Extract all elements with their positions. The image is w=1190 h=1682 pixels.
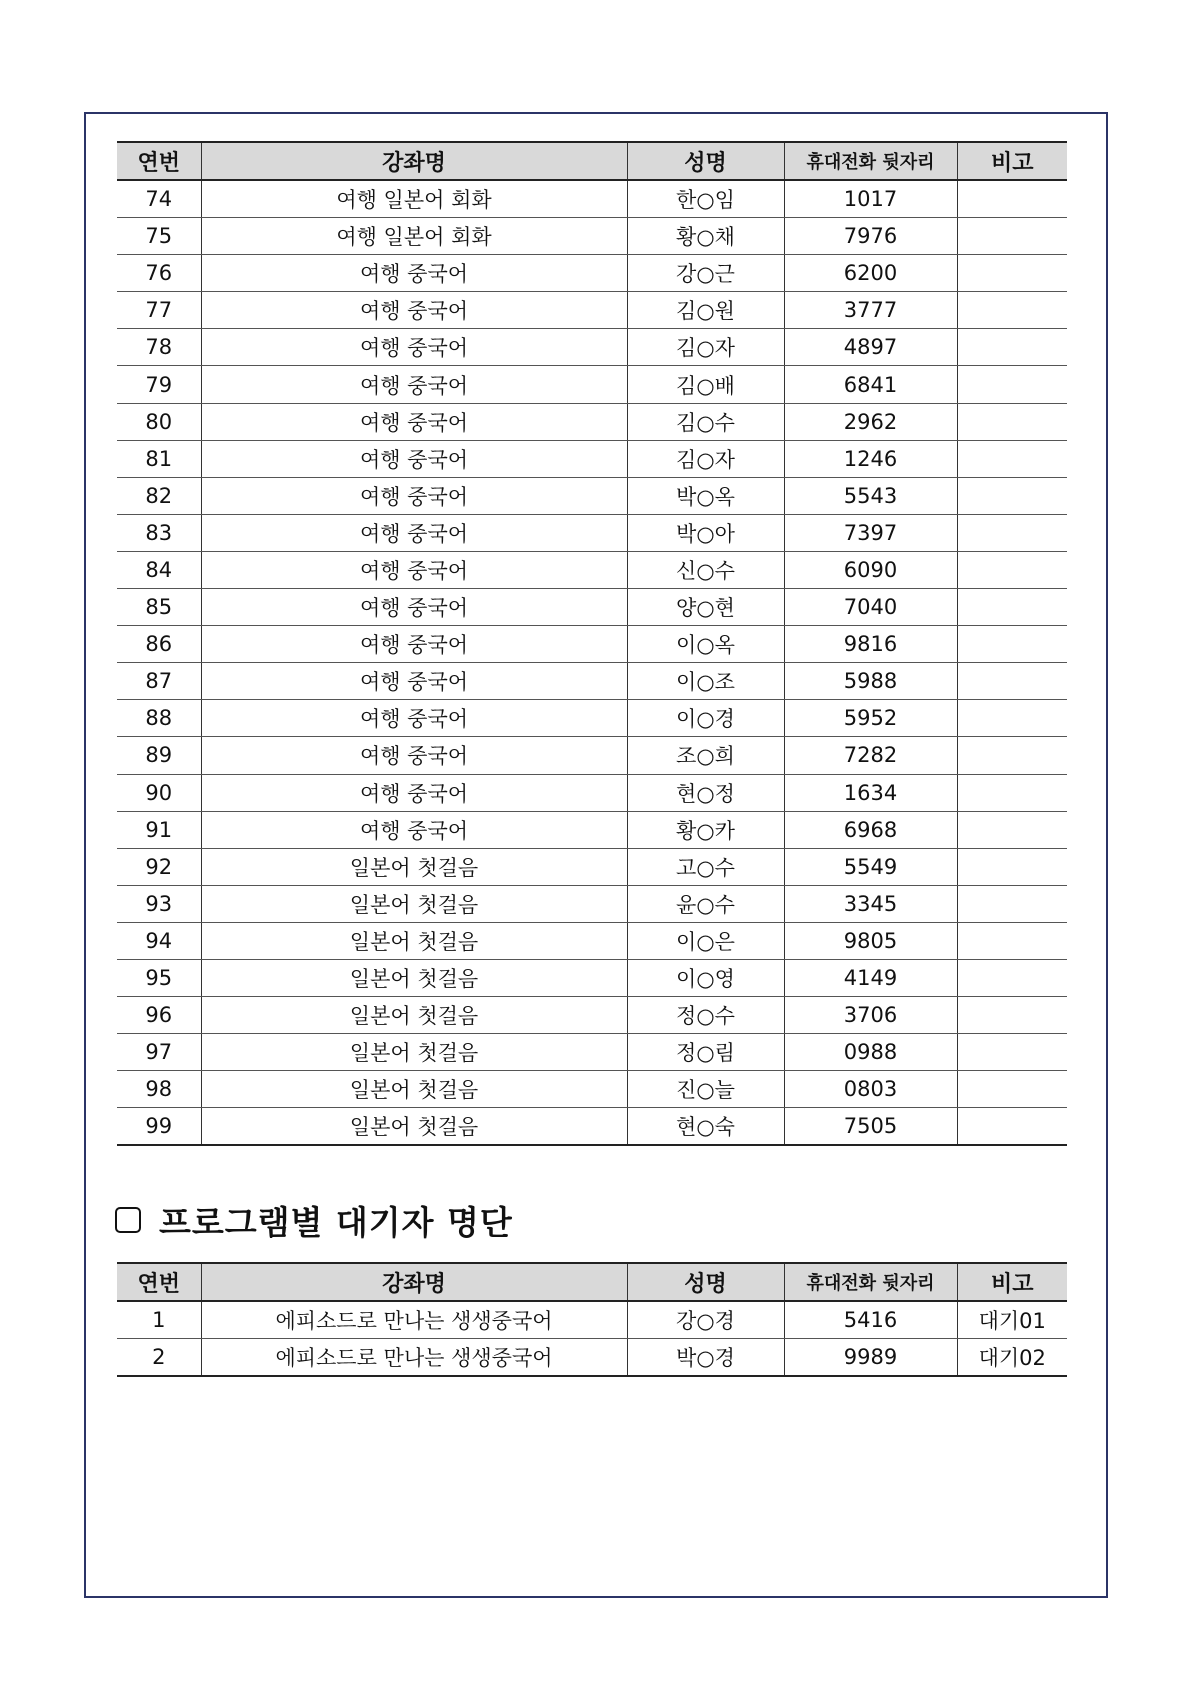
cell-course: 에피소드로 만나는 생생중국어	[201, 1301, 627, 1339]
cell-name: 신○수	[627, 551, 784, 588]
table-row	[117, 403, 1067, 440]
cell-note	[957, 292, 1067, 329]
cell-no: 89	[117, 737, 201, 774]
cell-note	[957, 737, 1067, 774]
cell-course: 일본어 첫걸음	[201, 1108, 627, 1146]
table-row	[117, 218, 1067, 255]
cell-name: 이○은	[627, 922, 784, 959]
cell-name: 양○현	[627, 589, 784, 626]
cell-no: 74	[117, 180, 201, 218]
table-row	[117, 329, 1067, 366]
cell-phone: 0803	[784, 1071, 957, 1108]
cell-no: 79	[117, 366, 201, 403]
cell-note	[957, 663, 1067, 700]
cell-note	[957, 366, 1067, 403]
cell-note	[957, 1071, 1067, 1108]
cell-no: 97	[117, 1034, 201, 1071]
cell-name: 현○정	[627, 774, 784, 811]
cell-name: 한○임	[627, 180, 784, 218]
cell-phone: 7976	[784, 218, 957, 255]
cell-phone: 9816	[784, 626, 957, 663]
cell-no: 87	[117, 663, 201, 700]
cell-phone: 6090	[784, 551, 957, 588]
cell-phone: 3777	[784, 292, 957, 329]
cell-course: 여행 중국어	[201, 551, 627, 588]
cell-note	[957, 218, 1067, 255]
cell-no: 94	[117, 922, 201, 959]
cell-name: 박○경	[627, 1339, 784, 1377]
cell-no: 2	[117, 1339, 201, 1377]
cell-no: 86	[117, 626, 201, 663]
cell-no: 99	[117, 1108, 201, 1146]
cell-name: 이○경	[627, 700, 784, 737]
cell-course: 일본어 첫걸음	[201, 922, 627, 959]
cell-note	[957, 551, 1067, 588]
header-phone: 휴대전화 뒷자리	[784, 1263, 957, 1301]
cell-note	[957, 811, 1067, 848]
cell-phone: 5988	[784, 663, 957, 700]
cell-phone: 5543	[784, 477, 957, 514]
table-header-row	[117, 142, 1067, 180]
cell-name: 황○채	[627, 218, 784, 255]
cell-no: 85	[117, 589, 201, 626]
cell-course: 여행 중국어	[201, 514, 627, 551]
cell-phone: 1246	[784, 440, 957, 477]
cell-name: 고○수	[627, 848, 784, 885]
table-row	[117, 922, 1067, 959]
header-note: 비고	[957, 142, 1067, 180]
table-row	[117, 737, 1067, 774]
waitlist-section-title	[115, 1196, 513, 1244]
cell-phone: 7282	[784, 737, 957, 774]
cell-course: 일본어 첫걸음	[201, 848, 627, 885]
cell-course: 일본어 첫걸음	[201, 959, 627, 996]
cell-phone: 7397	[784, 514, 957, 551]
cell-no: 83	[117, 514, 201, 551]
cell-phone: 9805	[784, 922, 957, 959]
cell-note	[957, 997, 1067, 1034]
table-row	[117, 180, 1067, 218]
cell-course: 여행 중국어	[201, 440, 627, 477]
cell-course: 여행 중국어	[201, 403, 627, 440]
cell-note	[957, 255, 1067, 292]
table-row	[117, 1301, 1067, 1339]
cell-no: 84	[117, 551, 201, 588]
cell-course: 여행 중국어	[201, 329, 627, 366]
table-row	[117, 663, 1067, 700]
header-phone: 휴대전화 뒷자리	[784, 142, 957, 180]
cell-name: 김○자	[627, 440, 784, 477]
cell-phone: 2962	[784, 403, 957, 440]
cell-phone: 9989	[784, 1339, 957, 1377]
header-name: 성명	[627, 142, 784, 180]
cell-no: 90	[117, 774, 201, 811]
table-row	[117, 1071, 1067, 1108]
cell-note	[957, 329, 1067, 366]
cell-note	[957, 477, 1067, 514]
cell-phone: 6968	[784, 811, 957, 848]
cell-course: 여행 중국어	[201, 589, 627, 626]
header-course: 강좌명	[201, 1263, 627, 1301]
header-no: 연번	[117, 142, 201, 180]
cell-course: 여행 중국어	[201, 477, 627, 514]
cell-no: 98	[117, 1071, 201, 1108]
checkbox-icon	[115, 1207, 141, 1233]
cell-course: 일본어 첫걸음	[201, 1034, 627, 1071]
cell-no: 82	[117, 477, 201, 514]
cell-note	[957, 626, 1067, 663]
cell-no: 1	[117, 1301, 201, 1339]
table-row	[117, 997, 1067, 1034]
cell-name: 현○숙	[627, 1108, 784, 1146]
cell-phone: 0988	[784, 1034, 957, 1071]
cell-phone: 3345	[784, 885, 957, 922]
table-row	[117, 477, 1067, 514]
cell-note	[957, 700, 1067, 737]
cell-note	[957, 774, 1067, 811]
waitlist-title: 프로그램별 대기자 명단	[159, 1202, 513, 1242]
cell-no: 93	[117, 885, 201, 922]
cell-phone: 7040	[784, 589, 957, 626]
cell-phone: 5549	[784, 848, 957, 885]
cell-course: 여행 일본어 회화	[201, 180, 627, 218]
cell-course: 여행 중국어	[201, 811, 627, 848]
cell-name: 박○옥	[627, 477, 784, 514]
cell-name: 조○희	[627, 737, 784, 774]
cell-no: 92	[117, 848, 201, 885]
cell-course: 에피소드로 만나는 생생중국어	[201, 1339, 627, 1377]
header-note: 비고	[957, 1263, 1067, 1301]
cell-note	[957, 589, 1067, 626]
cell-no: 81	[117, 440, 201, 477]
cell-note	[957, 1034, 1067, 1071]
cell-note	[957, 403, 1067, 440]
table-row	[117, 626, 1067, 663]
table-row	[117, 514, 1067, 551]
table-row	[117, 292, 1067, 329]
cell-name: 김○원	[627, 292, 784, 329]
table-row	[117, 551, 1067, 588]
cell-note	[957, 959, 1067, 996]
cell-note: 대기01	[957, 1301, 1067, 1339]
cell-name: 정○림	[627, 1034, 784, 1071]
cell-note: 대기02	[957, 1339, 1067, 1377]
cell-course: 여행 중국어	[201, 292, 627, 329]
cell-note	[957, 1108, 1067, 1146]
cell-name: 김○수	[627, 403, 784, 440]
cell-name: 이○영	[627, 959, 784, 996]
cell-no: 76	[117, 255, 201, 292]
cell-name: 이○옥	[627, 626, 784, 663]
cell-no: 95	[117, 959, 201, 996]
cell-note	[957, 922, 1067, 959]
cell-name: 강○경	[627, 1301, 784, 1339]
cell-phone: 5952	[784, 700, 957, 737]
cell-no: 88	[117, 700, 201, 737]
header-course: 강좌명	[201, 142, 627, 180]
table-row	[117, 959, 1067, 996]
enrollment-table	[117, 141, 1067, 1146]
cell-name: 김○배	[627, 366, 784, 403]
table-row	[117, 848, 1067, 885]
cell-note	[957, 885, 1067, 922]
cell-note	[957, 848, 1067, 885]
cell-no: 75	[117, 218, 201, 255]
cell-note	[957, 440, 1067, 477]
table-row	[117, 885, 1067, 922]
cell-phone: 6841	[784, 366, 957, 403]
cell-note	[957, 180, 1067, 218]
header-no: 연번	[117, 1263, 201, 1301]
cell-no: 96	[117, 997, 201, 1034]
cell-phone: 7505	[784, 1108, 957, 1146]
cell-name: 박○아	[627, 514, 784, 551]
table-row	[117, 1108, 1067, 1146]
cell-name: 정○수	[627, 997, 784, 1034]
cell-name: 진○늘	[627, 1071, 784, 1108]
cell-course: 일본어 첫걸음	[201, 1071, 627, 1108]
cell-phone: 5416	[784, 1301, 957, 1339]
cell-course: 여행 중국어	[201, 255, 627, 292]
cell-course: 일본어 첫걸음	[201, 997, 627, 1034]
cell-phone: 6200	[784, 255, 957, 292]
cell-name: 강○근	[627, 255, 784, 292]
cell-course: 여행 중국어	[201, 366, 627, 403]
table-row	[117, 440, 1067, 477]
table-row	[117, 366, 1067, 403]
cell-no: 77	[117, 292, 201, 329]
cell-phone: 1017	[784, 180, 957, 218]
cell-no: 91	[117, 811, 201, 848]
cell-course: 여행 중국어	[201, 737, 627, 774]
cell-course: 여행 중국어	[201, 700, 627, 737]
cell-no: 80	[117, 403, 201, 440]
cell-phone: 1634	[784, 774, 957, 811]
cell-name: 김○자	[627, 329, 784, 366]
cell-name: 황○카	[627, 811, 784, 848]
table-row	[117, 700, 1067, 737]
header-name: 성명	[627, 1263, 784, 1301]
cell-note	[957, 514, 1067, 551]
cell-course: 여행 중국어	[201, 663, 627, 700]
table-row	[117, 811, 1067, 848]
cell-phone: 3706	[784, 997, 957, 1034]
cell-course: 여행 일본어 회화	[201, 218, 627, 255]
waitlist-table	[117, 1262, 1067, 1377]
table-row	[117, 589, 1067, 626]
table-header-row	[117, 1263, 1067, 1301]
cell-course: 여행 중국어	[201, 626, 627, 663]
table-row	[117, 1339, 1067, 1377]
table-row	[117, 774, 1067, 811]
table-row	[117, 255, 1067, 292]
cell-no: 78	[117, 329, 201, 366]
cell-name: 이○조	[627, 663, 784, 700]
cell-phone: 4149	[784, 959, 957, 996]
cell-phone: 4897	[784, 329, 957, 366]
table-row	[117, 1034, 1067, 1071]
cell-course: 일본어 첫걸음	[201, 885, 627, 922]
cell-name: 윤○수	[627, 885, 784, 922]
cell-course: 여행 중국어	[201, 774, 627, 811]
